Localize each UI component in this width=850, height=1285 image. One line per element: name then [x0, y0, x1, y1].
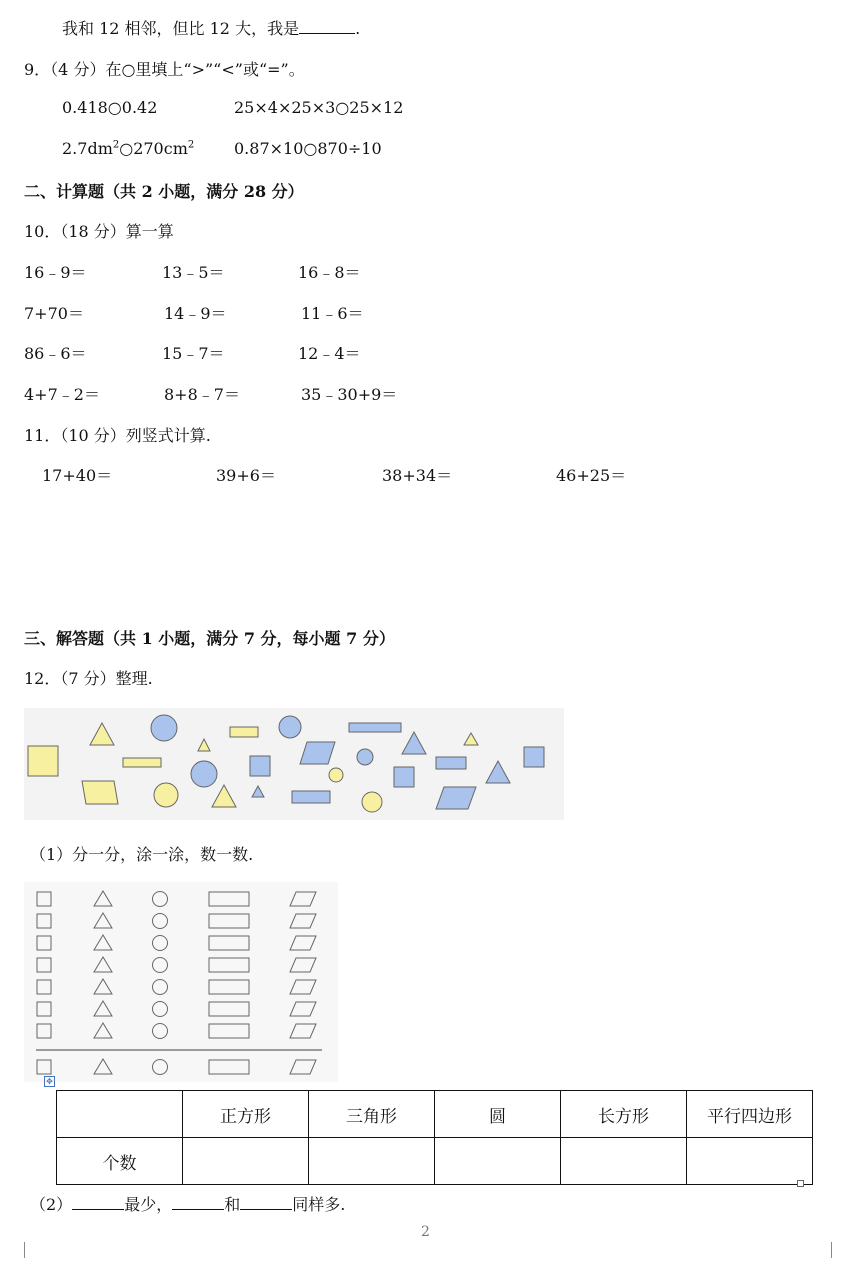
q12-sub2-t3: 同样多.: [292, 1195, 346, 1214]
q10-r1c1: 14﹣9＝: [164, 304, 227, 323]
q10-r3c1: 8+8﹣7＝: [164, 385, 240, 404]
circle-shape: [362, 792, 382, 812]
table-header-triangle: 三角形: [309, 1091, 435, 1138]
q11-item-3: 38+34＝: [382, 466, 453, 485]
table-header-blank: [57, 1091, 183, 1138]
table-cell-square[interactable]: [183, 1138, 309, 1185]
circle-shape: [191, 761, 217, 787]
parallelogram-shape: [82, 781, 118, 804]
q10-r3c2: 35﹣30+9＝: [301, 385, 398, 404]
q12-blank-3[interactable]: [240, 1195, 292, 1210]
q10-r3c0: 4+7﹣2＝: [24, 385, 100, 404]
q9-title: 9．（4 分）在○里填上“>”“<”或“=”。: [24, 60, 305, 79]
count-table: [56, 1090, 813, 1185]
page-number: 2: [421, 1224, 430, 1240]
q9-row1-left: 0.418○0.42: [62, 98, 158, 117]
q9-row2-right: 0.87×10○870÷10: [234, 139, 382, 158]
q8-tail: [62, 16, 360, 39]
margin-tick-right: [831, 1242, 832, 1258]
rectangle-shape: [292, 791, 330, 803]
table-count-row: [57, 1138, 813, 1185]
q12-sub1: （1）分一分，涂一涂，数一数.: [30, 845, 254, 864]
circle-shape: [329, 768, 343, 782]
q11-item-1: 17+40＝: [42, 466, 113, 485]
q10-title: 10．（18 分）算一算: [24, 222, 174, 241]
q12-sub2-t1: 最少，: [124, 1195, 173, 1214]
square-shape: [28, 746, 58, 776]
q11-item-2: 39+6＝: [216, 466, 276, 485]
q10-r0c1: 13﹣5＝: [162, 263, 225, 282]
q9-row2-left: [62, 139, 194, 158]
q9-row2-left-b: ○270cm: [119, 139, 188, 158]
square-shape: [524, 747, 544, 767]
table-header-square: 正方形: [183, 1091, 309, 1138]
q8-text: 我和 12 相邻，但比 12 大，我是: [62, 19, 300, 38]
shapes-picture: [24, 708, 564, 820]
table-header-row: [57, 1091, 813, 1138]
q10-r2c0: 86﹣6＝: [24, 344, 87, 363]
circle-shape: [357, 749, 373, 765]
q12-sub2: [30, 1192, 345, 1215]
q12-blank-2[interactable]: [172, 1195, 224, 1210]
table-cell-parallelogram[interactable]: [687, 1138, 813, 1185]
q9-sup2: 2: [187, 139, 195, 151]
circle-shape: [154, 783, 178, 807]
q10-r0c0: 16﹣9＝: [24, 263, 87, 282]
q12-sub2-prefix: （2）: [30, 1195, 73, 1214]
q8-end: .: [355, 19, 361, 38]
q10-r1c2: 11﹣6＝: [301, 304, 364, 323]
q12-title: 12．（7 分）整理.: [24, 669, 153, 688]
table-move-icon[interactable]: ✥: [44, 1076, 55, 1087]
q10-r0c2: 16﹣8＝: [298, 263, 361, 282]
counting-chart: [24, 882, 338, 1082]
q10-r2c1: 15﹣7＝: [162, 344, 225, 363]
circle-shape: [279, 716, 301, 738]
rectangle-shape: [349, 723, 401, 732]
table-header-rectangle: 长方形: [561, 1091, 687, 1138]
q10-r1c0: 7+70＝: [24, 304, 84, 323]
rectangle-shape: [436, 757, 466, 769]
square-shape: [250, 756, 270, 776]
table-resize-handle[interactable]: [797, 1180, 804, 1187]
table-cell-triangle[interactable]: [309, 1138, 435, 1185]
q9-sup1: 2: [112, 139, 120, 151]
section2-heading: 二、计算题（共 2 小题，满分 28 分）: [24, 182, 304, 201]
q11-item-4: 46+25＝: [556, 466, 627, 485]
rectangle-shape: [230, 727, 258, 737]
q12-sub2-t2: 和: [224, 1195, 241, 1214]
square-shape: [394, 767, 414, 787]
q8-answer-blank[interactable]: [299, 19, 355, 34]
margin-tick-left: [24, 1242, 25, 1258]
circle-shape: [151, 715, 177, 741]
table-cell-circle[interactable]: [435, 1138, 561, 1185]
table-row-label: 个数: [57, 1138, 183, 1185]
rectangle-shape: [123, 758, 161, 767]
q9-row1-right: 25×4×25×3○25×12: [234, 98, 404, 117]
q9-row2-left-a: 2.7dm: [62, 139, 113, 158]
table-header-parallelogram: 平行四边形: [687, 1091, 813, 1138]
table-header-circle: 圆: [435, 1091, 561, 1138]
q10-r2c2: 12﹣4＝: [298, 344, 361, 363]
section3-heading: 三、解答题（共 1 小题，满分 7 分，每小题 7 分）: [24, 629, 395, 648]
q12-blank-1[interactable]: [72, 1195, 124, 1210]
table-cell-rectangle[interactable]: [561, 1138, 687, 1185]
q11-title: 11．（10 分）列竖式计算.: [24, 426, 211, 445]
